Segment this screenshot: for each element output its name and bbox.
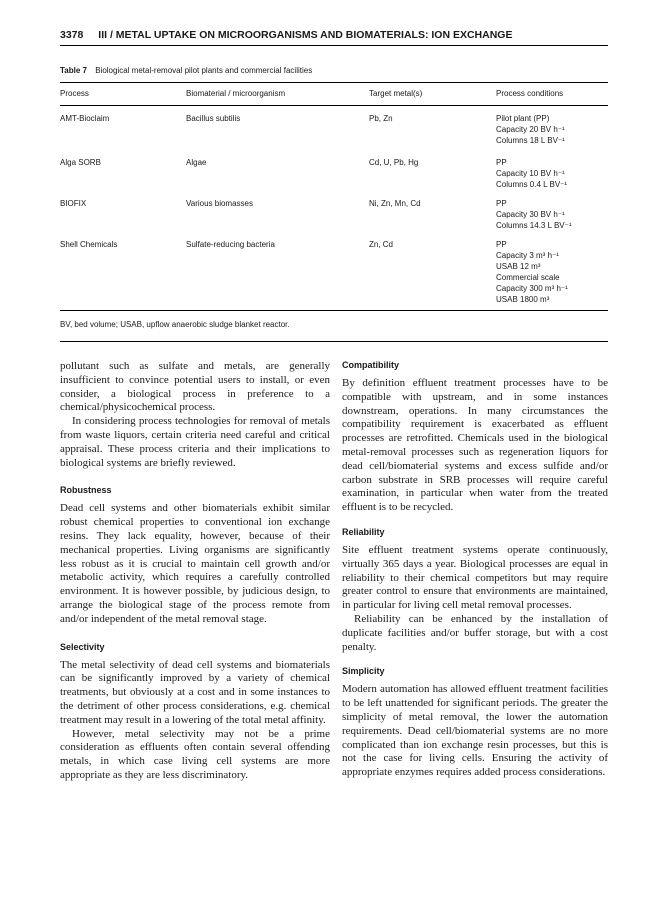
table-header-rule — [60, 105, 608, 106]
condition-line: Pilot plant (PP) — [496, 114, 550, 123]
section-heading-selectivity: Selectivity — [60, 641, 105, 652]
condition-line: Columns 18 L BV⁻¹ — [496, 136, 565, 145]
table-bottom-rule — [60, 310, 608, 311]
section-heading-reliability: Reliability — [342, 526, 385, 537]
table-cell-biomaterial: Sulfate-reducing bacteria — [186, 240, 275, 249]
table-cell-process: Alga SORB — [60, 158, 101, 167]
condition-line: PP — [496, 240, 507, 249]
body-paragraph: The metal selectivity of dead cell systems and biomaterials can be significantly improved by a variety of chemical treatments, but obviously at a cost and in some instances to the detriment of other process considerations, e.g. chemical treatment may result in a lowering of the total metal affinity. — [60, 658, 330, 726]
running-header — [60, 29, 608, 41]
condition-line: Columns 0.4 L BV⁻¹ — [496, 180, 568, 189]
table-cell-conditions — [496, 157, 567, 190]
table-cell-process: Shell Chemicals — [60, 240, 118, 249]
table-cell-conditions — [496, 113, 565, 146]
condition-line: Capacity 30 BV h⁻¹ — [496, 210, 565, 219]
condition-line: USAB 1800 m³ — [496, 295, 550, 304]
table-cell-conditions — [496, 198, 572, 231]
table-caption — [60, 66, 312, 75]
body-paragraph: In considering process technologies for removal of metals from waste liquors, certain criteria need careful and critical appraisal. These process criteria and their implications to biological systems are briefly reviewed. — [60, 415, 330, 469]
table-label: Table 7 — [60, 66, 87, 75]
table-cell-biomaterial: Algae — [186, 158, 207, 167]
right-text-column — [342, 360, 608, 780]
header-rule — [60, 45, 608, 46]
left-text-column — [60, 360, 330, 783]
condition-line: PP — [496, 158, 507, 167]
table-cell-metals: Cd, U, Pb, Hg — [369, 158, 419, 167]
section-heading-simplicity: Simplicity — [342, 666, 385, 677]
body-paragraph: Reliability can be enhanced by the installation of duplicate facilities and/or buffer storage, but with a cost penalty. — [342, 612, 608, 653]
body-paragraph: Site effluent treatment systems operate continuously, virtually 365 days a year. Biological processes are equal in reliability to their chemical competitors but may require greater control to ensure that environments are maintained, in particular for living cell metal removal processes. — [342, 543, 608, 612]
table-cell-biomaterial: Various biomasses — [186, 199, 253, 208]
section-heading-compatibility: Compatibility — [342, 360, 400, 370]
condition-line: Capacity 10 BV h⁻¹ — [496, 169, 565, 178]
table-top-rule — [60, 82, 608, 83]
body-paragraph: By definition effluent treatment processes have to be compatible with upstream, and in some instances downstream, operations. In many circumstances the compatibility requirement is exacerbated as effluent processes are retrofitted. Chemicals used in the biological metal-removal processes such as regeneration liquors for dead cell/biomaterial systems and excess sulfide and/or carbon substrate in SRB processes will require careful examination, in particular when water from the treated effluent is to be recycled. — [342, 377, 608, 514]
table-footnote: BV, bed volume; USAB, upflow anaerobic sludge blanket reactor. — [60, 320, 290, 329]
section-heading-robustness: Robustness — [60, 485, 112, 496]
table-caption-text: Biological metal-removal pilot plants and commercial facilities — [95, 66, 313, 75]
running-title: III / METAL UPTAKE ON MICROORGANISMS AND BIOMATERIALS: ION EXCHANGE — [98, 29, 513, 41]
condition-line: Capacity 300 m³ h⁻¹ — [496, 284, 568, 293]
body-paragraph: However, metal selectivity may not be a prime consideration as effluents often contain several offending metals, in which case living cell systems are more appropriate as they are less discriminatory. — [60, 727, 330, 781]
table-cell-conditions — [496, 239, 568, 305]
column-header-biomaterial: Biomaterial / microorganism — [186, 89, 286, 98]
page-number: 3378 — [60, 29, 84, 41]
condition-line: USAB 12 m³ — [496, 262, 541, 271]
column-header-metals: Target metal(s) — [369, 89, 423, 98]
table-cell-metals: Pb, Zn — [369, 114, 393, 123]
table-cell-biomaterial: Bacillus subtilis — [186, 114, 241, 123]
body-paragraph: pollutant such as sulfate and metals, are generally insufficient to convince potential users to install, or even consider, a biological process in preference to a chemical/physicochemical process. — [60, 360, 330, 414]
body-paragraph: Modern automation has allowed effluent treatment facilities to be left unattended for significant periods. The greater the simplicity of metal removal, the lower the automation requirements. Dead cell/biomaterial systems are no more complicated than ion exchange resin processes, but this is not the case for living cells. Ensuring the activity of appropriate enzymes requires added process considerations. — [342, 683, 608, 779]
condition-line: Commercial scale — [496, 273, 560, 282]
table-cell-process: BIOFIX — [60, 199, 87, 208]
condition-line: PP — [496, 199, 507, 208]
table-cell-metals: Ni, Zn, Mn, Cd — [369, 199, 421, 208]
column-header-process: Process — [60, 89, 89, 98]
body-paragraph: Dead cell systems and other biomaterials exhibit similar robust chemical properties to conventional ion exchange resins. They lack equality, however, because of their mechanical properties. Living organisms are significantly less robust as it is crucial to maintain cell growth and/or metabolic activity, which requires a carefully controlled environment. It is however possible, by judicious design, to arrange the biological stage of the process remote from and/or independent of the metal removal stage. — [60, 502, 330, 625]
condition-line: Capacity 3 m³ h⁻¹ — [496, 251, 559, 260]
table-cell-metals: Zn, Cd — [369, 240, 394, 249]
condition-line: Capacity 20 BV h⁻¹ — [496, 125, 565, 134]
condition-line: Columns 14.3 L BV⁻¹ — [496, 221, 572, 230]
table-footnote-rule — [60, 341, 608, 342]
column-header-conditions: Process conditions — [496, 89, 564, 98]
table-cell-process: AMT-Bioclaim — [60, 114, 110, 123]
